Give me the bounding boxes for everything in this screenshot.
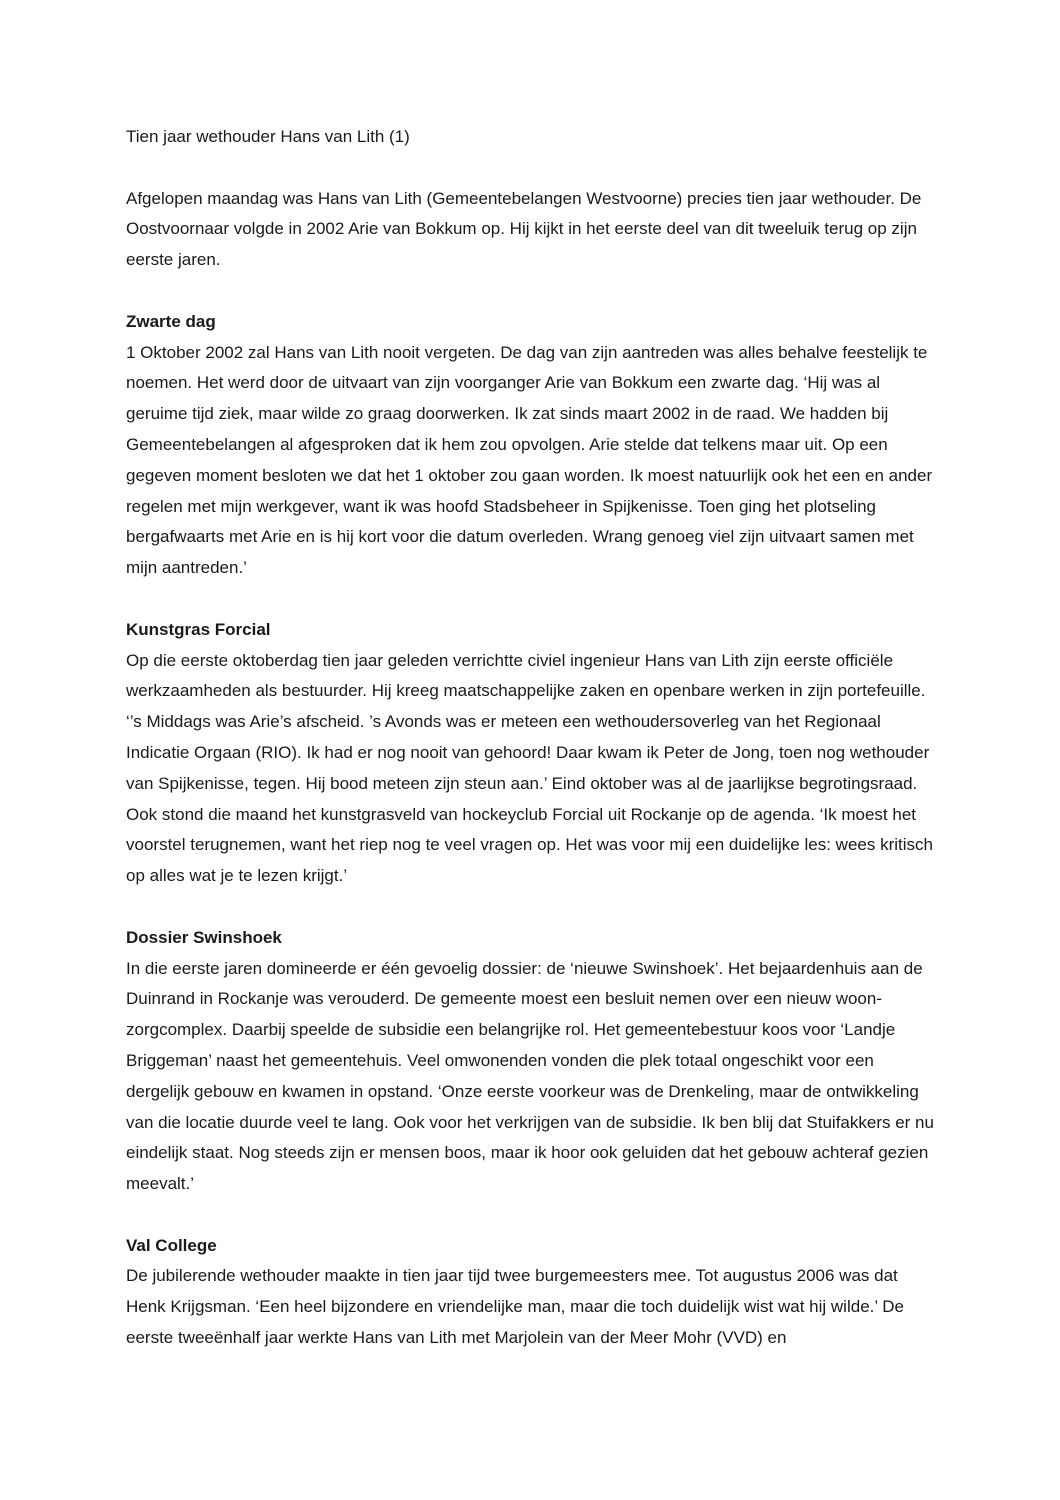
- section-body: De jubilerende wethouder maakte in tien jaar tijd twee burgemeesters mee. Tot augustus 2006 was dat Henk Krijgsman. ‘Een heel bijzondere en vriendelijke man, maar die toch duidelijk wist wat hij wilde.’ De eerste tweeënhalf jaar werkte Hans van Lith met Marjolein van der Meer Mohr (VVD) en: [126, 1266, 904, 1348]
- section-val-college: [126, 1231, 938, 1354]
- section-kunstgras-forcial: [126, 615, 938, 892]
- section-heading: Dossier Swinshoek: [126, 927, 282, 947]
- document-title: Tien jaar wethouder Hans van Lith (1): [126, 127, 410, 146]
- section-heading: Kunstgras Forcial: [126, 619, 271, 639]
- section-body: In die eerste jaren domineerde er één gevoelig dossier: de ‘nieuwe Swinshoek’. Het bejaardenhuis aan de Duinrand in Rockanje was verouderd. De gemeente moest een besluit nemen over een nieuw woon-zorgcomplex. Daarbij speelde de subsidie een belangrijke rol. Het gemeentebestuur koos voor ‘Landje Briggeman’ naast het gemeentehuis. Veel omwonenden vonden die plek totaal ongeschikt voor een dergelijk gebouw en kwamen in opstand. ‘Onze eerste voorkeur was de Drenkeling, maar de ontwikkeling van die locatie duurde veel te lang. Ook voor het verkrijgen van de subsidie. Ik ben blij dat Stuifakkers er nu eindelijk staat. Nog steeds zijn er mensen boos, maar ik hoor ook geluiden dat het gebouw achteraf gezien meevalt.’: [126, 958, 934, 1194]
- section-dossier-swinshoek: [126, 923, 938, 1200]
- intro-paragraph: Afgelopen maandag was Hans van Lith (Gemeentebelangen Westvoorne) precies tien jaar wethouder. De Oostvoornaar volgde in 2002 Arie van Bokkum op. Hij kijkt in het eerste deel van dit tweeluik terug op zijn eerste jaren.: [126, 188, 922, 270]
- section-heading: Zwarte dag: [126, 311, 216, 331]
- document-page: [126, 122, 938, 1385]
- section-heading: Val College: [126, 1235, 217, 1255]
- section-body: 1 Oktober 2002 zal Hans van Lith nooit vergeten. De dag van zijn aantreden was alles behalve feestelijk te noemen. Het werd door de uitvaart van zijn voorganger Arie van Bokkum een zwarte dag. ‘Hij was al geruime tijd ziek, maar wilde zo graag doorwerken. Ik zat sinds maart 2002 in de raad. We hadden bij Gemeentebelangen al afgesproken dat ik hem zou opvolgen. Arie stelde dat telkens maar uit. Op een gegeven moment besloten we dat het 1 oktober zou gaan worden. Ik moest natuurlijk ook het een en ander regelen met mijn werkgever, want ik was hoofd Stadsbeheer in Spijkenisse. Toen ging het plotseling bergafwaarts met Arie en is hij kort voor die datum overleden. Wrang genoeg viel zijn uitvaart samen met mijn aantreden.’: [126, 342, 933, 578]
- section-body: Op die eerste oktoberdag tien jaar geleden verrichtte civiel ingenieur Hans van Lith zijn eerste officiële werkzaamheden als bestuurder. Hij kreeg maatschappelijke zaken en openbare werken in zijn portefeuille. ‘’s Middags was Arie’s afscheid. ’s Avonds was er meteen een wethoudersoverleg van het Regionaal Indicatie Orgaan (RIO). Ik had er nog nooit van gehoord! Daar kwam ik Peter de Jong, toen nog wethouder van Spijkenisse, tegen. Hij bood meteen zijn steun aan.’ Eind oktober was al de jaarlijkse begrotingsraad. Ook stond die maand het kunstgrasveld van hockeyclub Forcial uit Rockanje op de agenda. ‘Ik moest het voorstel terugnemen, want het riep nog te veel vragen op. Het was voor mij een duidelijke les: wees kritisch op alles wat je te lezen krijgt.’: [126, 650, 933, 886]
- section-zwarte-dag: [126, 307, 938, 584]
